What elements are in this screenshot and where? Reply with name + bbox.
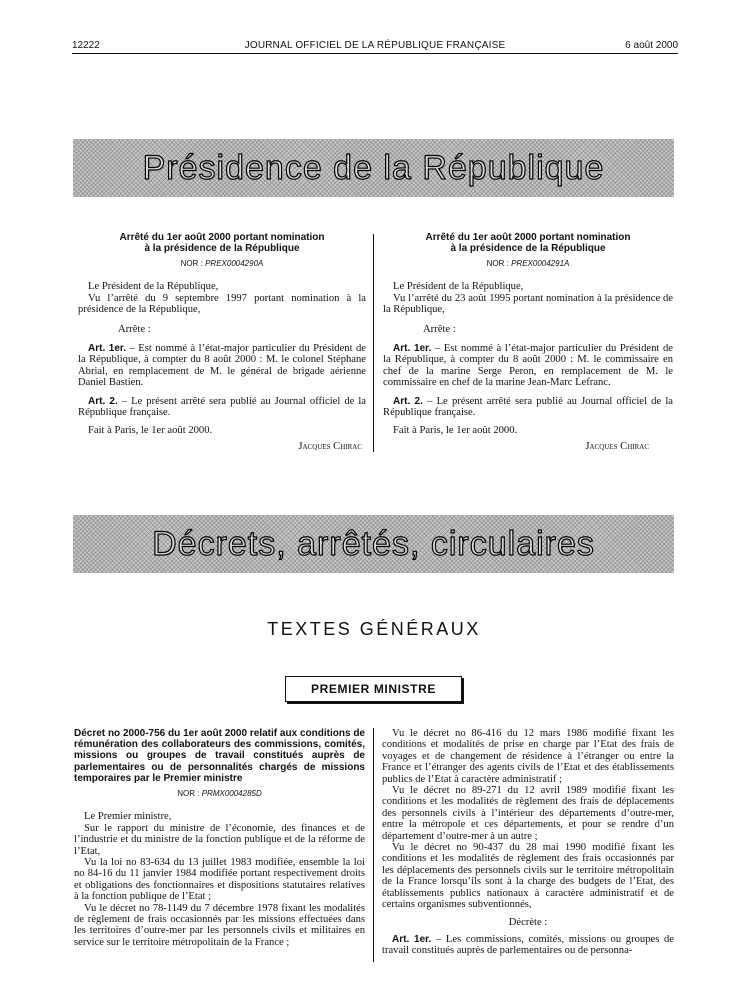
nor-label: NOR : [180,259,206,268]
article-text: – Le présent arrêté sera publié au Journal officiel de la République française. [78,395,367,419]
decret-paragraph: Vu la loi no 83-634 du 13 juillet 1983 modifiée, ensemble la loi no 84-16 du 11 janvier 1984 modifiée portant respectivement droits et obligations des fonctionnaires et dispositions statutaires relatives à la fonction publique de l’Etat ; [74,857,365,903]
nor-label: NOR : [177,789,202,799]
decret-paragraph: Vu le décret no 86-416 du 12 mars 1986 modifié fixant les conditions et modalités de prise en charge par l’Etat des frais de voyages et de changement de résidence à l’étranger ou entre la France et l’étranger des agents civils de l’Etat et des établissements publics de l’Etat à caractère administratif ; [382,728,674,785]
section-title: TEXTES GÉNÉRAUX [267,619,481,639]
decret-decrete: Décrète : [508,916,548,928]
header-rule [72,53,678,54]
arrete-right-visa: Vu l’arrêté du 23 août 1995 portant nomination à la présidence de la République, [383,292,673,316]
page-number: 12222 [72,40,100,51]
arrete-right-title-line2: à la présidence de la République [450,243,606,254]
decret-nor [74,788,365,799]
nor-code: PREX0004290A [205,259,264,268]
arrete-left-preamble: Le Président de la République, [88,281,219,293]
arrete-right-article-2 [383,396,673,419]
column-divider-bottom [373,728,374,962]
arrete-left-title [78,232,366,254]
issue-date: 6 août 2000 [625,40,678,51]
banner-presidence [73,139,674,197]
arrete-right-fait: Fait à Paris, le 1er août 2000. [393,425,518,437]
article-text: – Le présent arrêté sera publié au Journal officiel de la République française. [383,395,673,419]
article-label: Art. 2. [393,395,423,407]
arrete-left-title-line1: Arrêté du 1er août 2000 portant nomination [119,232,325,243]
arrete-right [383,232,673,452]
article-label: Art. 1er. [392,933,432,945]
decret-paragraph: Vu le décret no 90-437 du 28 mai 1990 modifié fixant les conditions et les modalités de règlement des frais occasionnés par les déplacements des personnels civils sur le territoire métropolitain de la France lorsqu’ils sont à la charge des budgets de l’Etat, des établissements publics nationaux à caractère administratif et de certains organismes subventionnés, [382,842,674,911]
article-label: Art. 1er. [393,343,432,355]
arrete-right-signature: Jacques Chirac [585,440,649,452]
arrete-right-preamble: Le Président de la République, [393,281,524,293]
decret-title: Décret no 2000-756 du 1er août 2000 relatif aux conditions de rémunération des collaborateurs des commissions, comités, missions ou groupes de travail constitués auprès de parlementaires ou de personnalités chargés de missions temporaires par le Premier ministre [74,728,365,784]
arrete-left-visa: Vu l’arrêté du 9 septembre 1997 portant nomination à la présidence de la République, [78,292,366,316]
banner-decrets [73,515,674,573]
arrete-right-arrete: Arrête : [423,323,456,335]
decret-left-column [74,728,365,948]
arrete-left-article-2 [78,396,366,419]
decret-paragraph: Le Premier ministre, [84,811,172,823]
arrete-left-title-line2: à la présidence de la République [144,243,300,254]
arrete-right-nor [383,258,673,269]
article-text: – Est nommé à l’état-major particulier du Président de la République, à compter du 8 août 2000 : M. le commissaire en chef de la marine Serge Peron, en remplacement de M. le commissaire en chef de la marine Jean-Marc Lefranc. [383,343,673,389]
decret-paragraph: Vu le décret no 78-1149 du 7 décembre 1978 fixant les modalités de règlement de frais occasionnés par les missions effectuées dans les territoires d’outre-mer par les personnels civils et militaires en service sur le territoire métropolitain de la France ; [74,902,365,948]
nor-code: PREX0004291A [511,259,570,268]
article-label: Art. 1er. [88,343,127,355]
article-text: – Les commissions, comités, missions ou groupes de travail constitués auprès de parlementaires ou de personna- [382,933,674,957]
arrete-left-article-1 [78,343,366,389]
decret-paragraph: Vu le décret no 89-271 du 12 avril 1989 modifié fixant les conditions et les modalités de règlement des frais de déplacements des personnels civils à l’intérieur des départements d’outre-mer, entre la métropole et ces départements, et pour se rendre d’un département d’outre-mer à un autre ; [382,785,674,842]
banner-presidence-text: Présidence de la République [142,149,605,187]
nor-code: PRMX0004285D [201,789,262,799]
arrete-right-article-1 [383,343,673,389]
decret-paragraph: Sur le rapport du ministre de l’économie, des finances et de l’industrie et du ministre de la fonction publique et de la réforme de l’Etat, [74,822,365,857]
arrete-left-signature: Jacques Chirac [298,440,362,452]
decret-right-column [382,728,674,957]
article-label: Art. 2. [88,395,118,407]
arrete-left [78,232,366,452]
arrete-left-nor [78,258,366,269]
banner-decrets-text: Décrets, arrêtés, circulaires [152,525,595,563]
journal-title: JOURNAL OFFICIEL DE LA RÉPUBLIQUE FRANÇAISE [244,40,506,51]
arrete-left-fait: Fait à Paris, le 1er août 2000. [88,425,213,437]
arrete-left-arrete: Arrête : [118,323,151,335]
arrete-right-title [383,232,673,254]
nor-label: NOR : [486,259,512,268]
column-divider-top [373,234,374,452]
ministry-box: PREMIER MINISTRE [285,676,462,702]
decret-article-1 [382,934,674,957]
article-text: – Est nommé à l’état-major particulier du Président de la République, à compter du 8 août 2000 : M. le colonel Stéphane Abrial, en remplacement de M. le général de brigade aérienne Daniel Bastien. [78,343,366,389]
arrete-right-title-line1: Arrêté du 1er août 2000 portant nomination [425,232,631,243]
